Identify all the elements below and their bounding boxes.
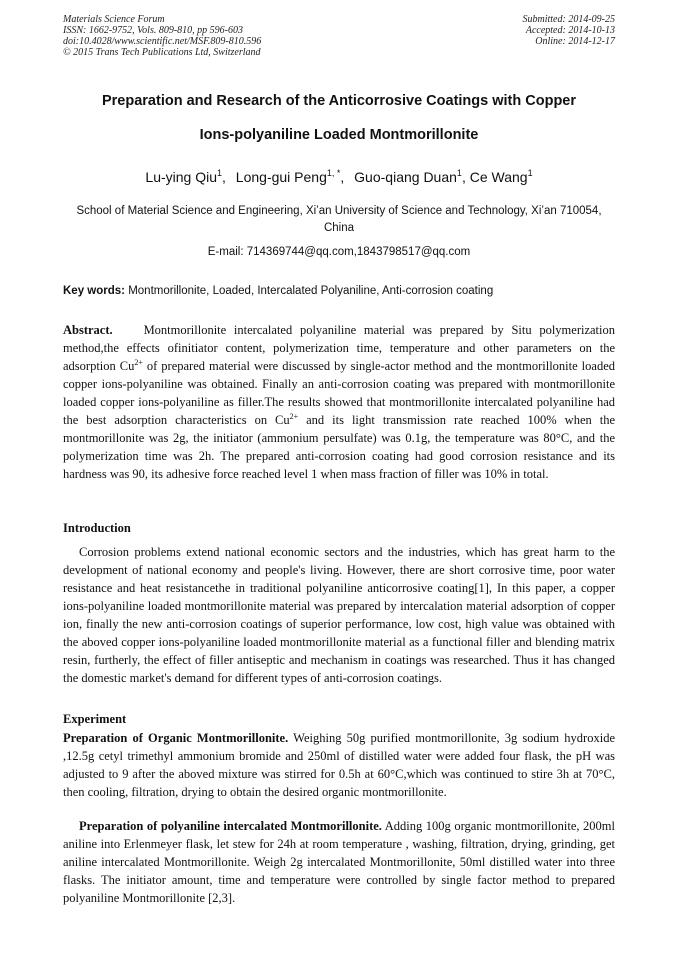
keywords-text: Montmorillonite, Loaded, Intercalated Polyaniline, Anti-corrosion coating	[128, 285, 494, 297]
affiliation: School of Material Science and Engineering, Xi’an University of Science and Technology, Xi’an 710054, China	[76, 205, 602, 234]
copyright-line: © 2015 Trans Tech Publications Ltd, Switzerland	[63, 47, 261, 58]
abstract-text-3: and its light transmission rate reached 100% when the montmorillonite was 2g, the initiator (ammonium persulfate) was 0.1g, the temperature was 80°C, and the polymerization time was 2h. The prepared anti-corrosion coating had good corrosion resistance and its hardness was 90, its adhesive force reached level 1 when mass fraction of filler was 10% in total.	[63, 413, 616, 481]
experiment-paragraph-1	[63, 729, 615, 801]
author-name: Ce Wang	[469, 169, 528, 185]
journal-info	[63, 14, 261, 58]
abstract-label: Abstract.	[63, 323, 113, 337]
subsection-title: Preparation of polyaniline intercalated Montmorillonite.	[79, 819, 382, 833]
author-name: Guo-qiang Duan	[354, 169, 457, 185]
paper-title-line-1: Preparation and Research of the Anticorrosive Coatings with Copper	[101, 93, 577, 109]
experiment-paragraph-2	[63, 817, 615, 907]
subsection-title: Preparation of Organic Montmorillonite.	[63, 731, 289, 745]
author-separator: ,	[461, 169, 466, 185]
abstract-text-2: of prepared material were discussed by single-actor method and the montmorillonite loaded copper ions-polyaniline was obtained. Finally an anti-corrosion coating was prepared with montmorillonite loaded copper ions-polyaniline as filler.The results showed that montmorillonite intercalated polyaniline had the best adsorption characteristics on Cu	[63, 359, 615, 427]
dates-info	[523, 14, 616, 47]
experiment-heading: Experiment	[63, 712, 127, 726]
author-affiliation-mark: 1	[527, 168, 533, 178]
author-separator: ,	[222, 169, 226, 185]
author-list	[40, 168, 638, 186]
submitted-date: Submitted: 2014-09-25	[522, 14, 615, 25]
author-name: Lu-ying Qiu	[145, 169, 217, 185]
author-affiliation-mark: 1	[456, 168, 462, 178]
accepted-date: Accepted: 2014-10-13	[525, 25, 615, 36]
abstract	[63, 321, 615, 483]
abstract-text-1: Montmorillonite intercalated polyaniline material was prepared by Situ polymerization method,the effects ofinitiator content, polymerization time, temperature and other parameters on the adsorption Cu	[63, 323, 615, 373]
charge-superscript: 2+	[134, 358, 143, 367]
paper-title-line-2: Ions-polyaniline Loaded Montmorillonite	[199, 127, 479, 143]
keywords	[63, 284, 618, 299]
journal-name: Materials Science Forum	[63, 14, 165, 25]
paragraph-text: Weighing 50g purified montmorillonite, 3g sodium hydroxide ,12.5g cetyl trimethyl ammonium bromide and 250ml of distilled water were added four flask, the pH was adjusted to 9 after the aboved mixture was stirred for 0.5h at 60°C,which was continued to stire 3h at 70°C, then cooling, filtration, drying to obtain the desired organic montmorillonite.	[63, 731, 615, 799]
introduction-paragraph: Corrosion problems extend national economic sectors and the industries, which has great harm to the development of national economy and people's living. However, there are short corrosive time, poor water resistance and heat resistancethe in traditional polyaniline anticorrosive coating[1], In this paper, a copper ions-polyaniline loaded montmorillonite material was prepared by intercalation material adsorption of copper ion, finally the new anti-corrosion coatings of superior performance, low cost, high value was obtained with the aboved copper ions-polyaniline loaded montmorillonite material as a functional filler and blending matrix resin, furtherly, the effect of filler antiseptic and mechanism in coatings was researched. Thus it has changed the domestic market's demand for different types of anti-corrosion coatings.	[63, 545, 615, 685]
introduction-heading: Introduction	[63, 521, 131, 535]
online-date: Online: 2014-12-17	[535, 36, 615, 47]
author-affiliation-mark: 1	[217, 168, 223, 178]
charge-superscript: 2+	[289, 412, 299, 421]
doi-line: doi:10.4028/www.scientific.net/MSF.809-810.596	[63, 36, 262, 47]
keywords-label: Key words:	[63, 285, 125, 297]
author-name: Long-gui Peng	[235, 169, 327, 185]
author-affiliation-mark: 1, *	[326, 168, 341, 178]
paragraph-text: Adding 100g organic montmorillonite, 200ml aniline into Erlenmeyer flask, let stew for 24h at room temperature , washing, filtration, drying, grinding, get aniline intercalated Montmorillonite. Weigh 2g intercalated Montmorillonite, 50ml distilled water into three flasks. The initiator amount, time and temperature were controlled by single factor method to prepared polyaniline Montmorillonite [2,3].	[63, 819, 615, 905]
issn-line: ISSN: 1662-9752, Vols. 809-810, pp 596-603	[63, 25, 243, 36]
author-separator: ,	[340, 169, 345, 185]
author-email: E-mail: 714369744@qq.com,1843798517@qq.com	[207, 246, 471, 258]
